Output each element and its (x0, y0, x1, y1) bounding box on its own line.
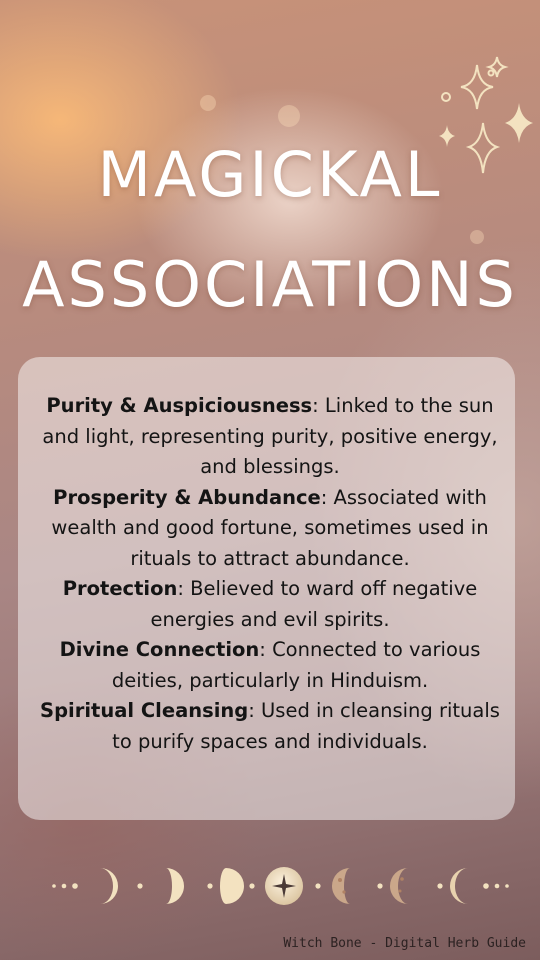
association-name: Protection (62, 577, 178, 600)
association-description: : Connected to various deities, particularly in Hinduism. (111, 638, 481, 692)
association-name: Prosperity & Abundance (53, 485, 321, 509)
page-title-line-2: ASSOCIATIONS (22, 248, 518, 321)
bokeh-light (278, 105, 300, 127)
association-description: : Believed to ward off negative energies and evil spirits. (150, 577, 478, 631)
page-title-line-1: MAGICKAL (97, 138, 443, 211)
association-name: Spiritual Cleansing (40, 699, 249, 722)
bokeh-light (200, 95, 216, 111)
associations-list (28, 391, 512, 757)
association-name: Purity & Auspiciousness (46, 394, 313, 417)
association-description: : Linked to the sun and light, representing purity, positive energy, and blessings. (42, 394, 498, 478)
credit-footer: Witch Bone - Digital Herb Guide (283, 936, 526, 951)
moon-phases-icon (40, 862, 520, 910)
association-name: Divine Connection (59, 638, 260, 661)
association-description: : Associated with wealth and good fortune, sometimes used in rituals to attract abundance. (51, 485, 489, 570)
association-description: : Used in cleansing rituals to purify spaces and individuals. (112, 699, 500, 753)
bokeh-light (470, 230, 484, 244)
